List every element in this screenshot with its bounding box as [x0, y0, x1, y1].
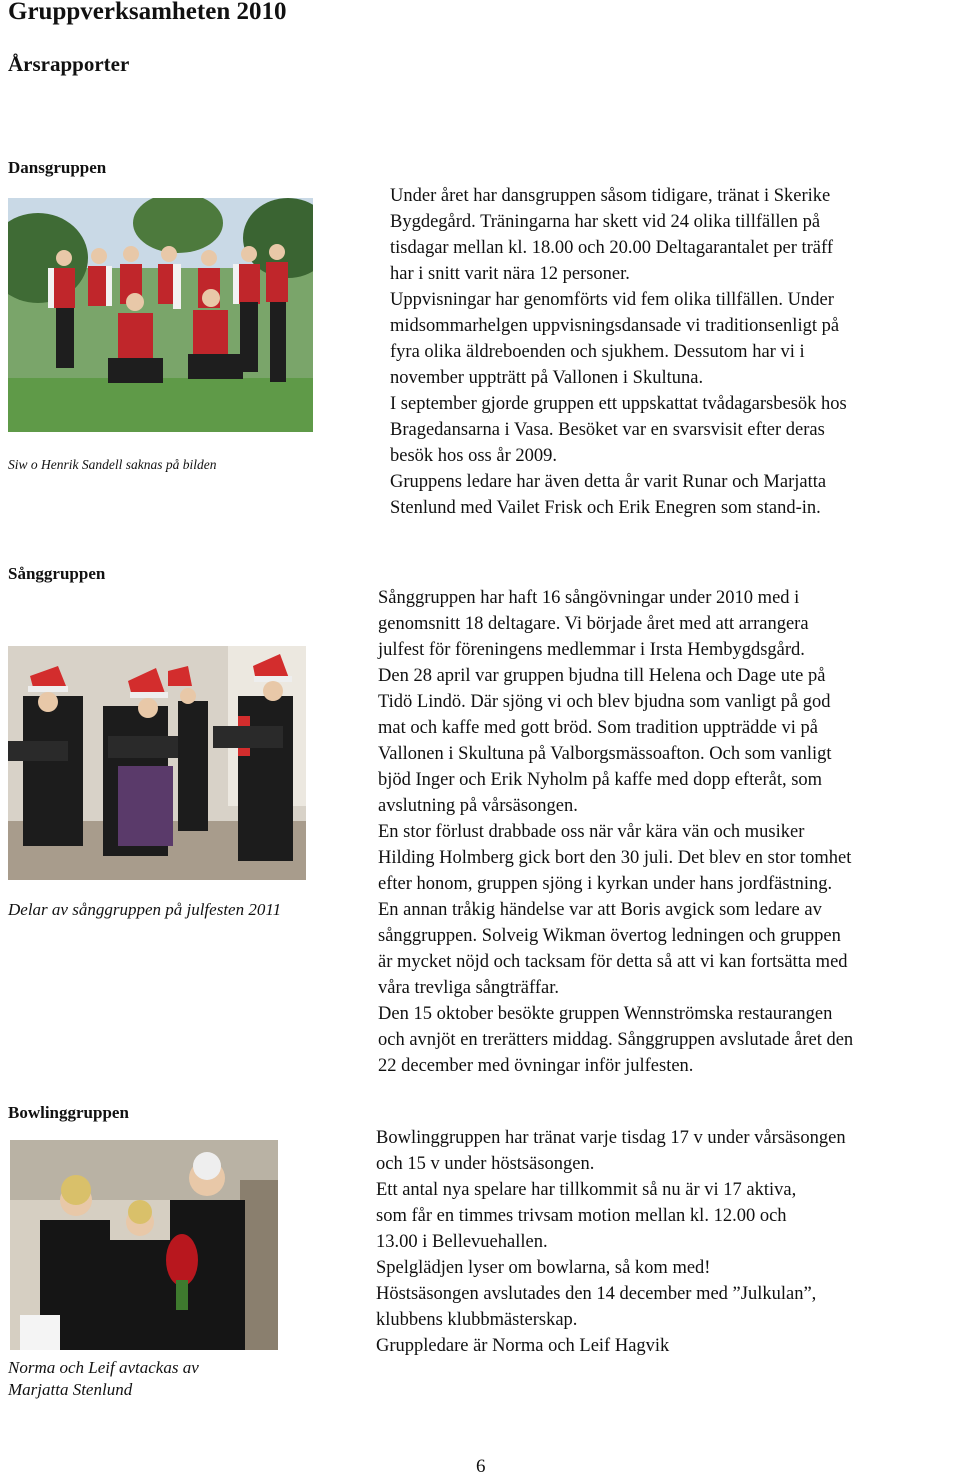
- text-line: Den 28 april var gruppen bjudna till Helena och Dage ute på: [378, 666, 826, 686]
- sang-body-text: [378, 585, 853, 1079]
- bowling-body-text: [376, 1125, 846, 1359]
- text-line: efter honom, gruppen sjöng i kyrkan under hans jordfästning.: [378, 874, 833, 894]
- text-line: våra trevliga sångträffar.: [378, 978, 559, 998]
- text-line: Gruppledare är Norma och Leif Hagvik: [376, 1336, 670, 1356]
- text-line: 13.00 i Bellevuehallen.: [376, 1232, 548, 1252]
- text-line: Bragedansarna i Vasa. Besöket var en svarsvisit efter deras: [390, 420, 825, 440]
- text-line: Höstsäsongen avslutades den 14 december med ”Julkulan”,: [376, 1284, 817, 1304]
- text-line: avslutning på vårsäsongen.: [378, 796, 578, 816]
- text-line: Gruppens ledare har även detta år varit Runar och Marjatta: [390, 472, 827, 492]
- text-line: bjöd Inger och Erik Nyholm på kaffe med dopp efteråt, som: [378, 770, 823, 790]
- page-title: Gruppverksamheten 2010: [8, 0, 287, 25]
- dans-body-text: [390, 183, 847, 521]
- text-line: En annan tråkig händelse var att Boris avgick som ledare av: [378, 900, 822, 920]
- text-line: julfest för föreningens medlemmar i Irsta Hembygdsgård.: [378, 640, 805, 660]
- text-line: tisdagar mellan kl. 18.00 och 20.00 Deltagarantalet per träff: [390, 238, 833, 258]
- group-photo-icon: [10, 1140, 278, 1350]
- bowling-photo: [10, 1140, 278, 1350]
- text-line: har i snitt varit nära 12 personer.: [390, 264, 630, 284]
- text-line: Sånggruppen har haft 16 sångövningar under 2010 med i: [378, 588, 800, 608]
- sang-photo-caption: Delar av sånggruppen på julfesten 2011: [8, 900, 282, 919]
- page-number: 6: [476, 1456, 486, 1477]
- text-line: Under året har dansgruppen såsom tidigare, tränat i Skerike: [390, 186, 831, 206]
- section-heading-bowling: Bowlinggruppen: [8, 1103, 129, 1122]
- text-line: Den 15 oktober besökte gruppen Wennströmska restaurangen: [378, 1004, 833, 1024]
- text-line: midsommarhelgen uppvisningsdansade vi traditionsenligt på: [390, 316, 840, 336]
- bowling-photo-caption: Norma och Leif avtackas av Marjatta Stenlund: [8, 1358, 199, 1399]
- text-line: genomsnitt 18 deltagare. Vi började året med att arrangera: [378, 614, 809, 634]
- page-subtitle: Årsrapporter: [8, 52, 130, 76]
- group-photo-icon: [8, 198, 313, 432]
- text-line: och 15 v under höstsäsongen.: [376, 1154, 595, 1174]
- text-line: Ett antal nya spelare har tillkommit så nu är vi 17 aktiva,: [376, 1180, 797, 1200]
- section-heading-sang: Sånggruppen: [8, 564, 106, 583]
- dans-photo-caption: Siw o Henrik Sandell saknas på bilden: [8, 457, 217, 472]
- text-line: mat och kaffe med gott bröd. Som tradition uppträdde vi på: [378, 718, 818, 738]
- group-photo-icon: [8, 646, 306, 880]
- text-line: Vallonen i Skultuna på Valborgsmässoafton. Och som vanligt: [378, 744, 832, 764]
- text-line: november uppträtt på Vallonen i Skultuna.: [390, 368, 704, 388]
- folk-dancers-photo: [8, 198, 313, 432]
- text-line: som får en timmes trivsam motion mellan kl. 12.00 och: [376, 1206, 787, 1226]
- text-line: och avnjöt en trerätters middag. Sånggruppen avslutade året den: [378, 1030, 854, 1050]
- choir-photo: [8, 646, 306, 880]
- text-line: 22 december med övningar inför julfesten.: [378, 1056, 694, 1076]
- text-line: En stor förlust drabbade oss när vår kära vän och musiker: [378, 822, 805, 842]
- text-line: Uppvisningar har genomförts vid fem olika tillfällen. Under: [390, 290, 834, 310]
- text-line: klubbens klubbmästerskap.: [376, 1310, 578, 1330]
- text-line: Spelglädjen lyser om bowlarna, så kom med!: [376, 1258, 711, 1278]
- text-line: sånggruppen. Solveig Wikman övertog ledningen och gruppen: [378, 926, 841, 946]
- text-line: är mycket nöjd och tacksam för detta så att vi kan fortsätta med: [378, 952, 848, 972]
- text-line: Stenlund med Vailet Frisk och Erik Enegren som stand-in.: [390, 498, 821, 518]
- section-heading-dans: Dansgruppen: [8, 158, 107, 177]
- text-line: I september gjorde gruppen ett uppskattat tvådagarsbesök hos: [390, 394, 847, 414]
- text-line: fyra olika äldreboenden och sjukhem. Dessutom har vi i: [390, 342, 805, 362]
- text-line: Hilding Holmberg gick bort den 30 juli. Det blev en stor tomhet: [378, 848, 852, 868]
- text-line: besök hos oss år 2009.: [390, 446, 558, 466]
- text-line: Bygdegård. Träningarna har skett vid 24 olika tillfällen på: [390, 212, 821, 232]
- text-line: Tidö Lindö. Där sjöng vi och blev bjudna som vanligt på god: [378, 692, 831, 712]
- text-line: Bowlinggruppen har tränat varje tisdag 17 v under vårsäsongen: [376, 1128, 846, 1148]
